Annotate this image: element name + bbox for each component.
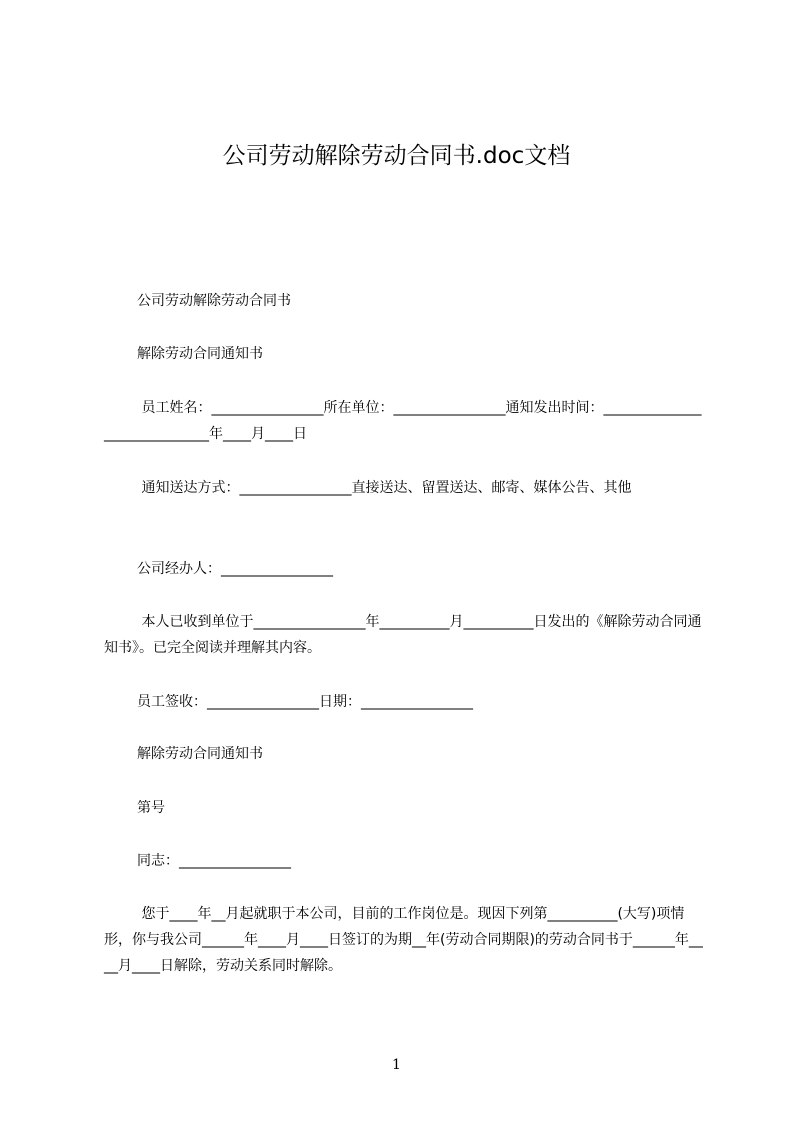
paragraph-acknowledgement: 本人已收到单位于________________年__________月__________日发出的《解除劳动合同通知书》。已完全阅读并理解其内容。 [104,614,702,656]
paragraph-notice-heading: 解除劳动合同通知书 [137,346,263,362]
document-title: 公司劳动解除劳动合同书.doc文档 [222,143,571,169]
paragraph-number: 第号 [137,800,165,816]
paragraph-employee-info: 员工姓名：________________所在单位：________________通知发出时间：_____________________________年____月____日 [104,400,702,442]
paragraph-notice-heading-2: 解除劳动合同通知书 [137,746,263,762]
paragraph-delivery-method: 通知送达方式：________________直接送达、留置送达、邮寄、媒体公告、其他 [137,480,632,496]
paragraph-salutation: 同志：________________ [137,853,291,869]
paragraph-notice-body: 您于____年__月起就职于本公司，目前的工作岗位是。现因下列第__________(大写)项情形，你与我公司______年____月____日签订的为期__年(劳动合同期限)的劳动合同书于______年____月____日解除，劳动关系同时解除。 [104,906,703,974]
paragraph-employee-signature: 员工签收：________________日期：________________ [137,694,473,710]
page-number: 1 [392,1057,401,1073]
paragraph-contract-heading: 公司劳动解除劳动合同书 [137,293,291,309]
paragraph-company-handler: 公司经办人：________________ [137,561,333,577]
